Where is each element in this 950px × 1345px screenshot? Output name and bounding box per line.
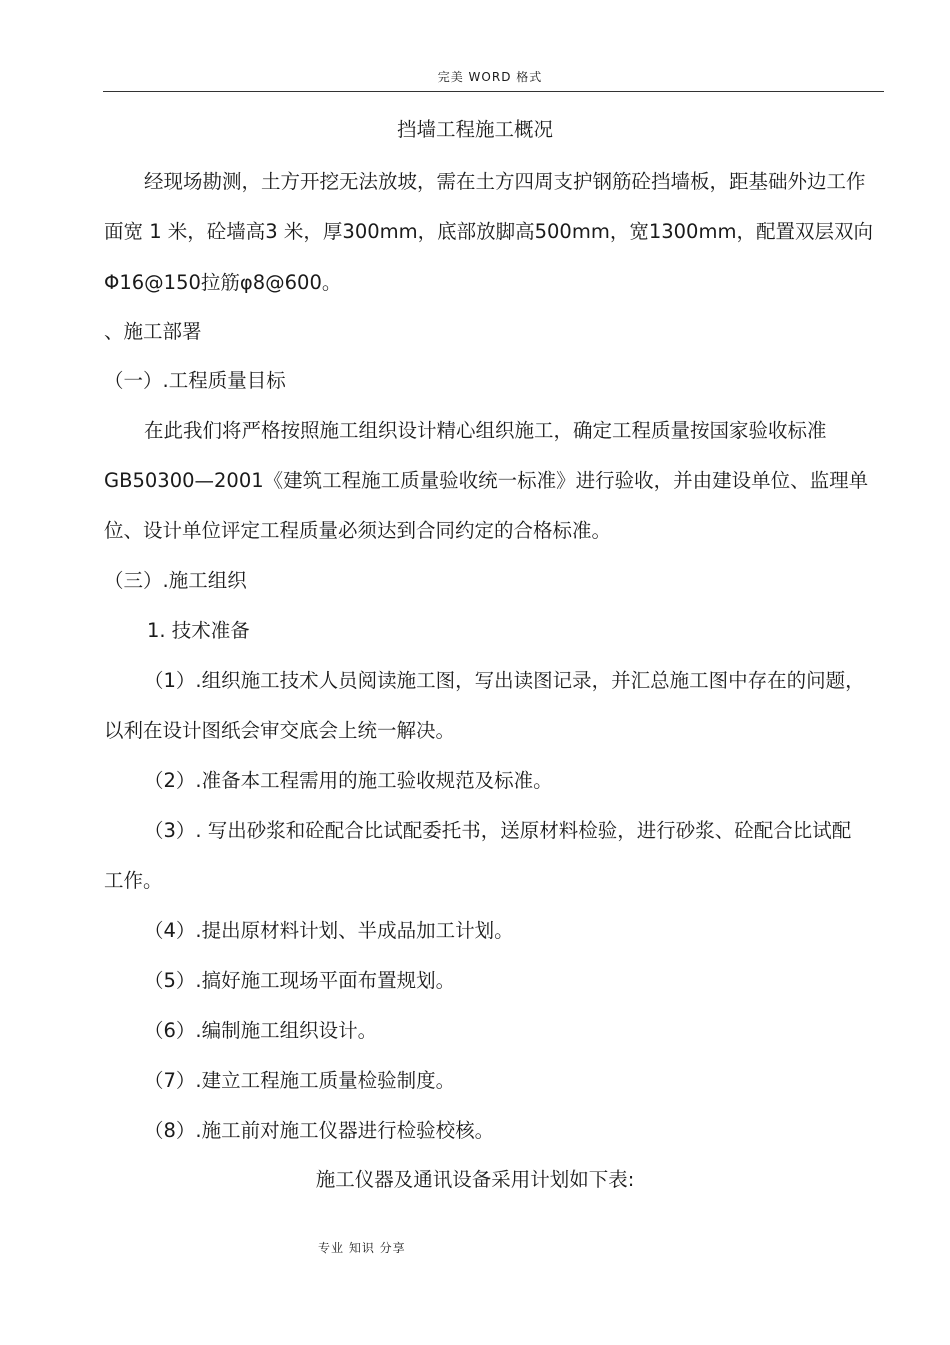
list-item-8: （8）.施工前对施工仪器进行检验校核。: [144, 1119, 495, 1142]
list-item-7: （7）.建立工程施工质量检验制度。: [144, 1069, 456, 1092]
list-item-5: （5）.搞好施工现场平面布置规划。: [144, 969, 456, 992]
quality-paragraph-line-3: 位、设计单位评定工程质量必须达到合同约定的合格标准。: [104, 519, 612, 542]
list-item-2: （2）.准备本工程需用的施工验收规范及标准。: [144, 769, 553, 792]
list-item-3-line-2: 工作。: [104, 869, 163, 892]
list-item-4: （4）.提出原材料计划、半成品加工计划。: [144, 919, 514, 942]
subsection-heading-quality: （一）.工程质量目标: [104, 369, 286, 392]
list-item-3-line-1: （3）. 写出砂浆和砼配合比试配委托书，送原材料检验，进行砂浆、砼配合比试配: [144, 819, 852, 842]
page-header: 完美 WORD 格式: [437, 70, 543, 84]
list-item-6: （6）.编制施工组织设计。: [144, 1019, 378, 1042]
technical-preparation-heading: 1. 技术准备: [147, 619, 250, 642]
subsection-heading-organization: （三）.施工组织: [104, 569, 247, 592]
table-caption: 施工仪器及通讯设备采用计划如下表:: [315, 1168, 635, 1191]
list-item-1-line-2: 以利在设计图纸会审交底会上统一解决。: [104, 719, 456, 742]
quality-paragraph-line-2: GB50300—2001《建筑工程施工质量验收统一标准》进行验收，并由建设单位、监理单: [104, 469, 869, 492]
intro-paragraph-line-3: Φ16@150拉筋φ8@600。: [104, 271, 342, 294]
section-heading-deployment: 、施工部署: [104, 320, 202, 343]
page-footer: 专业 知识 分享: [318, 1241, 406, 1255]
quality-paragraph-line-1: 在此我们将严格按照施工组织设计精心组织施工，确定工程质量按国家验收标准: [144, 419, 827, 442]
document-title: 挡墙工程施工概况: [396, 118, 553, 141]
list-item-1-line-1: （1）.组织施工技术人员阅读施工图，写出读图记录，并汇总施工图中存在的问题，: [144, 669, 865, 692]
intro-paragraph-line-1: 经现场勘测，土方开挖无法放坡，需在土方四周支护钢筋砼挡墙板，距基础外边工作: [144, 170, 866, 193]
intro-paragraph-line-2: 面宽 1 米，砼墙高3 米，厚300mm，底部放脚高500mm，宽1300mm，配置双层双向: [104, 220, 873, 243]
header-divider: [103, 91, 884, 92]
